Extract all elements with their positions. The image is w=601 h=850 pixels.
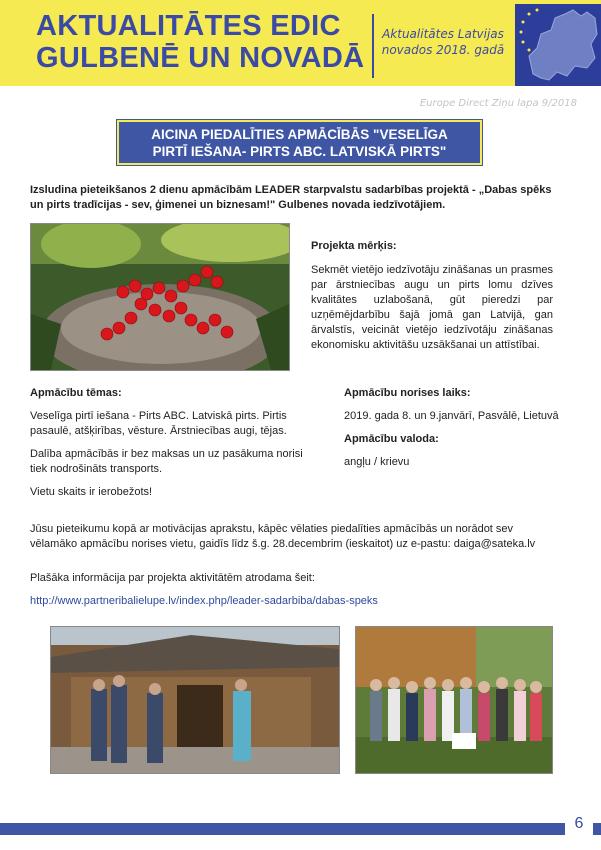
schedule-heading: Apmācību norises laiks: bbox=[344, 387, 471, 399]
topics-text: Veselīga pirtī iešana - Pirts ABC. Latviskā pirts. Pirtis pasaulē, atšķirības, vēsture. Ārstniecības augi, tējas. bbox=[30, 410, 287, 437]
limited-places-text: Vietu skaits ir ierobežots! bbox=[30, 486, 153, 498]
topics-heading: Apmācību tēmas: bbox=[30, 387, 122, 399]
banner-line-1: AICINA PIEDALĪTIES APMĀCĪBĀS "VESELĪGA bbox=[151, 126, 448, 142]
application-text: Jūsu pieteikumu kopā ar motivācijas aprakstu, kāpēc vēlaties piedalīties apmācībās un norādot sev vēlamāko apmācību norises vietu, gaidīs līdz š.g. 28.decembrim (ieskaitot) uz e-pastu: daiga@sateka.lv bbox=[30, 523, 536, 550]
title-line-1: AKTUALITĀTES EDIC bbox=[36, 10, 341, 42]
free-participation-text: Dalība apmācībās ir bez maksas un uz pasākuma norisi tiek nodrošināts transports. bbox=[30, 448, 303, 475]
subtitle-line-2: novados 2018. gadā bbox=[381, 43, 505, 57]
topics-section bbox=[30, 386, 320, 508]
issue-label: Europe Direct Ziņu lapa 9/2018 bbox=[419, 98, 577, 109]
eu-map-icon bbox=[515, 4, 601, 86]
newsletter-subtitle bbox=[378, 26, 508, 58]
banner-line-2: PIRTĪ IEŠANA- PIRTS ABC. LATVISKĀ PIRTS" bbox=[152, 143, 447, 159]
header-divider bbox=[372, 14, 374, 78]
page-header bbox=[0, 0, 601, 86]
sauna-visit-photo bbox=[50, 626, 340, 774]
goal-text: Sekmēt vietējo iedzīvotāju zināšanas un prasmes par ārstniecības augu un pirts lomu dzīves kvalitātes uzlabošanā, gūt pieredzi par uzņēmējdarbību šajā jomā gan Latvijā, gan ārvalstīs, veicināt vietējo iedzīvotāju zināšanas ekonomisku aktivitāšu uzsākšanai un attīstībai. bbox=[311, 264, 553, 351]
more-info-text: Plašāka informācija par projekta aktivitātēm atrodama šeit: bbox=[30, 572, 315, 584]
intro-text: Izsludina pieteikšanos 2 dienu apmācībām LEADER starpvalstu sadarbības projektā - „Dabas spēks un pirts tradīcijas - sev, ģimenei un biznesam!" Gulbenes novada iedzīvotājiem. bbox=[30, 184, 552, 211]
footer-bar bbox=[0, 823, 601, 835]
language-heading: Apmācību valoda: bbox=[344, 433, 439, 445]
berries-photo bbox=[30, 223, 290, 371]
language-text: angļu / krievu bbox=[344, 456, 410, 468]
schedule-section bbox=[344, 386, 580, 478]
title-line-2: GULBENĒ UN NOVADĀ bbox=[36, 42, 365, 74]
project-link[interactable]: http://www.partneribalielupe.lv/index.php/leader-sadarbiba/dabas-speks bbox=[30, 595, 378, 607]
newsletter-title bbox=[36, 10, 381, 74]
article-title-banner bbox=[117, 120, 482, 165]
subtitle-line-1: Aktualitātes Latvijas bbox=[382, 27, 504, 41]
goal-heading: Projekta mērķis: bbox=[311, 240, 397, 252]
schedule-text: 2019. gada 8. un 9.janvārī, Pasvālē, Lietuvā bbox=[344, 410, 559, 422]
page-number: 6 bbox=[565, 808, 593, 840]
group-photo bbox=[355, 626, 553, 774]
